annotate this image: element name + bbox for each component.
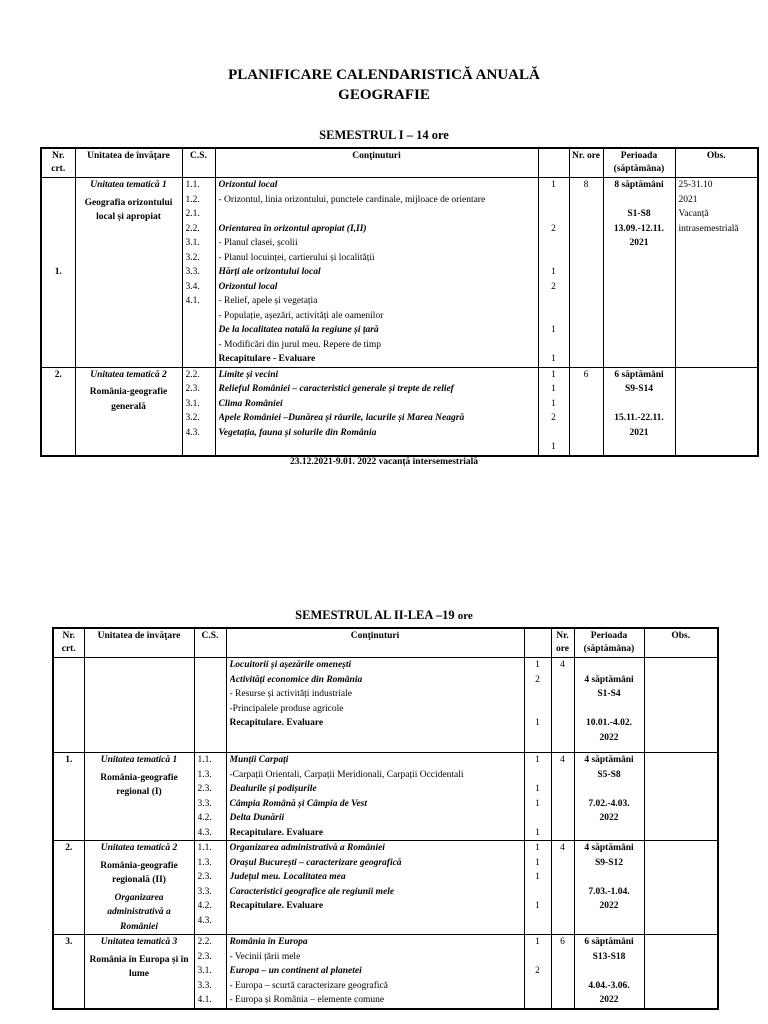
cs-code: 4.3. <box>185 427 200 438</box>
holiday-note: 23.12.2021-9.01. 2022 vacanță intersemestrială <box>289 457 479 467</box>
cs-code: 1.1. <box>185 180 200 190</box>
content-line: Recapitulare. Evaluare <box>229 718 324 728</box>
content-line: Recapitulare - Evaluare <box>218 354 316 364</box>
period-range: S13-S18 <box>592 951 626 962</box>
row-number: 3. <box>53 935 84 1009</box>
period-cell <box>603 178 675 368</box>
content-line: Delta Dunării <box>229 813 285 823</box>
semester-1-title: SEMESTRUL I – 14 ore <box>319 128 449 142</box>
cs-code: 3.2. <box>185 252 200 263</box>
table-row <box>41 178 758 368</box>
header-obs: Obs. <box>675 148 758 178</box>
content-line: Orizontul local <box>218 180 278 190</box>
period-dates: 10.01.-4.02. <box>586 718 632 728</box>
cs-cell <box>182 367 215 456</box>
unit-name: România-geografie regional (I) <box>100 772 178 797</box>
period-cell <box>574 658 644 753</box>
topic-hours: 1 <box>551 369 556 380</box>
total-hours: 6 <box>569 367 603 456</box>
content-cell <box>226 841 524 935</box>
content-line: Apele României –Dunărea și râurile, lacurile și Marea Neagră <box>218 413 465 423</box>
content-line: Dealurile și podișurile <box>229 784 317 794</box>
table-row <box>53 935 718 1009</box>
content-line: - Relief, apele și vegetația <box>218 296 318 306</box>
semester-2-title-main: SEMESTRUL AL II-LEA –19 <box>295 608 455 622</box>
topic-hours: 1 <box>535 718 540 728</box>
content-line: -Principalele produse agricole <box>229 703 344 714</box>
row-number: 1. <box>41 178 75 368</box>
header-period: Perioada (săptămâna) <box>574 628 644 658</box>
topic-hours: 1 <box>551 267 556 277</box>
period-cell <box>574 935 644 1009</box>
content-line: Județul meu. Localitatea mea <box>229 872 346 882</box>
table-row <box>53 753 718 841</box>
content-line: Europa – un continent al planetei <box>229 966 362 976</box>
content-line: - Europa și România – elemente comune <box>229 995 385 1005</box>
cs-code: 1.2. <box>185 194 200 205</box>
content-cell <box>226 658 524 753</box>
period-range: S1-S4 <box>597 689 621 699</box>
header-blank <box>538 148 569 178</box>
unit-theme: Unitatea tematică 2 <box>100 843 178 853</box>
unit-name: Geografia orizontului local și apropiat <box>84 197 173 222</box>
period-weeks: 4 săptămâni <box>584 755 634 765</box>
obs-line: 2021 <box>678 194 698 205</box>
unit-cell <box>75 178 182 368</box>
topic-hours: 2 <box>551 413 556 423</box>
cs-code: 4.3. <box>197 915 212 926</box>
total-hours: 6 <box>551 935 574 1009</box>
period-range: S9-S14 <box>625 384 653 394</box>
period-cell <box>603 367 675 456</box>
content-line: Orașul București – caracterizare geografică <box>229 857 402 868</box>
topic-hours: 1 <box>551 384 556 394</box>
content-cell <box>215 367 538 456</box>
header-hours: Nr. ore <box>551 628 574 658</box>
semester-1-table <box>40 147 759 457</box>
hours-per-topic <box>538 178 569 368</box>
content-line: Activități economice din România <box>229 674 363 685</box>
unit-cell <box>84 935 194 1009</box>
content-line: De la localitatea natală la regiune și țară <box>218 325 379 335</box>
cs-code: 3.3. <box>197 980 212 991</box>
header-content: Conţinuturi <box>226 628 524 658</box>
header-unit: Unitatea de învăţare <box>75 148 182 178</box>
table-row <box>41 367 758 456</box>
period-weeks: 6 săptămâni <box>584 937 634 947</box>
title-line-1: PLANIFICARE CALENDARISTICĂ ANUALĂ <box>228 67 540 83</box>
table-header-row <box>41 148 758 178</box>
period-weeks: 4 săptămâni <box>584 674 634 685</box>
table-row <box>53 841 718 935</box>
content-line: Recapitulare. Evaluare <box>229 827 324 838</box>
unit-name: România-geografie regională (II) <box>100 860 178 885</box>
content-line: Câmpia Română și Câmpia de Vest <box>229 798 368 809</box>
cs-code: 3.4. <box>185 281 200 292</box>
semester-2-table <box>52 627 719 1010</box>
cs-code: 1.1. <box>197 843 212 853</box>
period-dates: 7.02.-4.03. <box>588 798 630 809</box>
topic-hours: 1 <box>535 660 540 670</box>
content-line: România în Europa <box>229 937 308 947</box>
period-weeks: 8 săptămâni <box>614 180 664 190</box>
topic-hours: 2 <box>535 674 540 685</box>
unit-name: România-geografie generală <box>89 387 168 412</box>
cs-code: 2.3. <box>197 784 212 794</box>
unit-theme: Unitatea tematică 1 <box>100 755 178 765</box>
cs-code: 2.2. <box>197 937 212 947</box>
hours-per-topic <box>524 753 551 841</box>
cs-code: 4.2. <box>197 901 212 911</box>
cs-code: 2.3. <box>197 872 212 882</box>
topic-hours: 1 <box>535 901 540 911</box>
content-line: Limite și vecini <box>218 369 279 380</box>
topic-hours: 1 <box>535 755 540 765</box>
period-range: S1-S8 <box>627 209 651 219</box>
period-range: S5-S8 <box>597 769 621 780</box>
header-hours: Nr. ore <box>569 148 603 178</box>
unit-subtitle: Organizarea administrativă a României <box>107 892 171 932</box>
header-content: Conţinuturi <box>215 148 538 178</box>
hours-per-topic <box>524 841 551 935</box>
content-cell <box>226 753 524 841</box>
content-line: -Carpații Orientali, Carpații Meridionali, Carpații Occidentali <box>229 769 464 780</box>
row-number <box>53 658 84 753</box>
content-line: Orizontul local <box>218 281 278 292</box>
topic-hours: 1 <box>535 843 540 853</box>
cs-code: 3.3. <box>185 267 200 277</box>
content-cell <box>215 178 538 368</box>
header-obs: Obs. <box>644 628 718 658</box>
unit-cell <box>84 658 194 753</box>
header-unit: Unitatea de învăţare <box>84 628 194 658</box>
total-hours: 4 <box>551 658 574 753</box>
topic-hours: 2 <box>551 223 556 234</box>
period-year: 2022 <box>599 995 619 1005</box>
content-line: Locuitorii și așezările omenești <box>229 660 352 670</box>
topic-hours: 1 <box>535 798 540 809</box>
content-line: Hărți ale orizontului local <box>218 267 321 277</box>
topic-hours: 1 <box>535 857 540 868</box>
cs-cell <box>182 178 215 368</box>
cs-code: 3.3. <box>197 886 212 897</box>
unit-cell <box>84 753 194 841</box>
row-number: 2. <box>53 841 84 935</box>
period-year: 2021 <box>629 238 649 248</box>
header-period: Perioada (săptămâna) <box>603 148 675 178</box>
unit-name: România în Europa și în lume <box>89 954 189 979</box>
hours-per-topic <box>538 367 569 456</box>
header-cs: C.S. <box>182 148 215 178</box>
content-line: - Planul locuinței, cartierului și localității <box>218 252 375 263</box>
topic-hours: 1 <box>551 180 556 190</box>
cs-code: 3.1. <box>197 966 212 976</box>
cs-code: 1.1. <box>197 755 212 765</box>
semester-2-title-unit: ore <box>457 610 473 622</box>
semester-2-title <box>0 608 768 623</box>
total-hours: 8 <box>569 178 603 368</box>
content-line: Relieful României – caracteristici generale și trepte de relief <box>218 384 454 394</box>
topic-hours: 1 <box>535 872 540 882</box>
cs-code: 4.1. <box>185 296 200 306</box>
unit-theme: Unitatea tematică 1 <box>90 180 167 190</box>
table-row <box>53 658 718 753</box>
content-line: Recapitulare. Evaluare <box>229 901 324 911</box>
obs-line: Vacanță <box>678 209 709 219</box>
cs-code: 3.1. <box>185 398 200 409</box>
cs-code: 2.1. <box>185 209 200 219</box>
content-line: - Populație, așezări, activități ale oamenilor <box>218 310 384 321</box>
cs-code: 3.1. <box>185 238 200 248</box>
cs-cell <box>194 935 226 1009</box>
cs-cell <box>194 753 226 841</box>
content-line: - Orizontul, linia orizontului, punctele cardinale, mijloace de orientare <box>218 194 486 205</box>
total-hours: 4 <box>551 753 574 841</box>
period-weeks: 6 săptămâni <box>614 369 664 380</box>
cs-code: 4.3. <box>197 827 212 838</box>
topic-hours: 2 <box>551 281 556 292</box>
period-cell <box>574 753 644 841</box>
topic-hours: 1 <box>551 442 556 452</box>
period-dates: 4.04.-3.06. <box>588 980 630 991</box>
period-year: 2022 <box>599 813 619 823</box>
obs-cell <box>644 841 718 935</box>
row-number: 2. <box>41 367 75 456</box>
content-line: Clima României <box>218 398 283 409</box>
obs-cell <box>675 178 758 368</box>
unit-theme: Unitatea tematică 3 <box>100 937 178 947</box>
row-number: 1. <box>53 753 84 841</box>
content-cell <box>226 935 524 1009</box>
period-cell <box>574 841 644 935</box>
obs-cell <box>644 935 718 1009</box>
unit-theme: Unitatea tematică 2 <box>90 369 167 380</box>
table-header-row <box>53 628 718 658</box>
cs-cell <box>194 658 226 753</box>
topic-hours: 1 <box>551 398 556 409</box>
cs-code: 4.1. <box>197 995 212 1005</box>
cs-code: 3.2. <box>185 413 200 423</box>
period-year: 2021 <box>629 427 649 438</box>
content-line: Orientarea în orizontul apropiat (I,II) <box>218 223 367 234</box>
topic-hours: 1 <box>551 325 556 335</box>
period-dates: 13.09.-12.11. <box>613 223 665 234</box>
obs-cell <box>644 658 718 753</box>
obs-line: intrasemestrială <box>678 223 739 234</box>
topic-hours: 1 <box>535 827 540 838</box>
content-line: - Europa – scurtă caracterizare geografică <box>229 980 388 991</box>
cs-code: 1.3. <box>197 857 212 868</box>
content-line: - Resurse și activități industriale <box>229 689 352 699</box>
header-blank <box>524 628 551 658</box>
topic-hours: 2 <box>535 966 540 976</box>
content-line: - Vecinii țării mele <box>229 951 301 962</box>
period-weeks: 4 săptămâni <box>584 843 634 853</box>
title-line-2: GEOGRAFIE <box>338 87 430 103</box>
cs-code: 4.2. <box>197 813 212 823</box>
document-title <box>0 65 768 105</box>
topic-hours: 1 <box>535 784 540 794</box>
cs-code: 3.3. <box>197 798 212 809</box>
hours-per-topic <box>524 658 551 753</box>
content-line: Munții Carpați <box>229 755 289 765</box>
topic-hours: 1 <box>551 354 556 364</box>
cs-code: 2.2. <box>185 223 200 234</box>
cs-code: 2.3. <box>185 384 200 394</box>
obs-line: 25-31.10 <box>678 180 713 190</box>
content-line: Organizarea administrativă a României <box>229 843 385 853</box>
obs-cell <box>675 367 758 456</box>
cs-code: 2.3. <box>197 951 212 962</box>
cs-code: 1.3. <box>197 769 212 780</box>
content-line: Vegetația, fauna și solurile din România <box>218 427 377 438</box>
period-dates: 7.03.-1.04. <box>588 886 630 897</box>
content-line: - Planul clasei, școlii <box>218 238 298 248</box>
content-line: - Modificări din jurul meu. Repere de timp <box>218 339 382 350</box>
cs-code: 2.2. <box>185 369 200 380</box>
topic-hours: 1 <box>535 937 540 947</box>
period-range: S9-S12 <box>595 857 623 868</box>
header-cs: C.S. <box>194 628 226 658</box>
period-year: 2022 <box>599 732 619 743</box>
period-dates: 15.11.-22.11. <box>614 413 664 423</box>
period-year: 2022 <box>599 901 619 911</box>
total-hours: 4 <box>551 841 574 935</box>
unit-cell <box>75 367 182 456</box>
content-line: Caracteristici geografice ale regiunii mele <box>229 886 395 897</box>
cs-cell <box>194 841 226 935</box>
header-nr: Nr. crt. <box>41 148 75 178</box>
unit-cell <box>84 841 194 935</box>
hours-per-topic <box>524 935 551 1009</box>
header-nr: Nr. crt. <box>53 628 84 658</box>
obs-cell <box>644 753 718 841</box>
